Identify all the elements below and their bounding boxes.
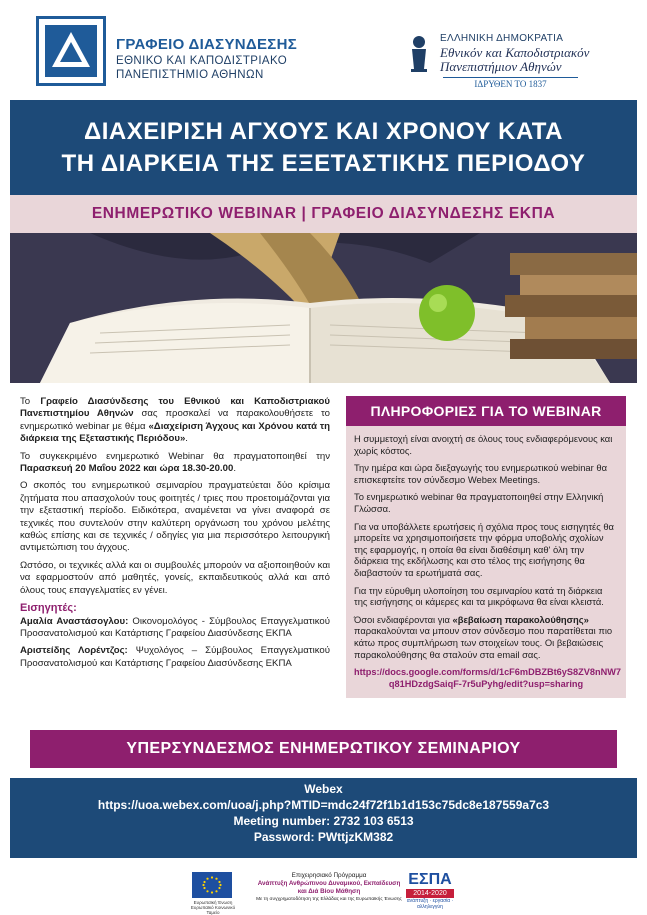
office-subtitle-line2: ΠΑΝΕΠΙΣΤΗΜΙΟ ΑΘΗΝΩΝ	[116, 69, 264, 81]
info-paragraph-1: Η συμμετοχή είναι ανοιχτή σε όλους τους ενδιαφερόμενους και χωρίς κόστος.	[354, 433, 613, 456]
programme-heading: Επιχειρησιακό Πρόγραμμα	[291, 872, 367, 879]
intro-organizer: Γραφείο Διασύνδεσης του Εθνικού και Καποδιστριακού Πανεπιστημίου Αθηνών	[20, 396, 330, 420]
uoa-name-line1: Εθνικόν και Καποδιστριακόν	[440, 45, 590, 60]
programme-title: Ανάπτυξη Ανθρώπινου Δυναμικού, Εκπαίδευση και Διά Βίου Μάθηση	[257, 880, 401, 895]
info-panel	[346, 396, 626, 698]
espa-logo	[400, 871, 460, 910]
intro-text-3: .	[185, 433, 188, 445]
speaker-1	[20, 616, 330, 641]
info-paragraph-6	[354, 614, 618, 660]
speaker-1-role: Οικονομολόγος - Σύμβουλος Επαγγελματικού Προσανατολισμού και Κατάρτισης Γραφείου Διασύνδεσης ΕΚΠΑ	[20, 615, 330, 639]
eu-caption: Ευρωπαϊκή Ένωση Ευρωπαϊκό Κοινωνικό Ταμείο	[190, 900, 236, 915]
intro-text-1: Το	[20, 396, 41, 407]
espa-years: 2014-2020	[406, 889, 454, 898]
info-heading: ΠΛΗΡΟΦΟΡΙΕΣ ΓΙΑ ΤΟ WEBINAR	[346, 396, 626, 426]
uoa-name	[440, 46, 589, 74]
programme-note: Με τη συγχρηματοδότηση της Ελλάδας και της Ευρωπαϊκής Ένωσης	[256, 897, 402, 902]
meeting-number: Meeting number: 2732 103 6513	[233, 814, 414, 828]
info-body	[346, 426, 626, 698]
certificate-form-link[interactable]	[354, 666, 621, 690]
main-title-line1: ΔΙΑΧΕΙΡΙΣΗ ΑΓΧΟΥΣ ΚΑΙ ΧΡΟΝΟΥ ΚΑΤΑ	[83, 117, 564, 145]
operational-programme	[254, 872, 404, 904]
description-column	[20, 396, 330, 675]
info-paragraph-5: Για την εύρυθμη υλοποίηση του σεμιναρίου κατά τη διάρκεια της εισήγησης οι κάμερες και τα μικρόφωνα θα είναι κλειστά.	[354, 584, 604, 608]
eu-flag-icon	[192, 872, 232, 898]
speakers-heading: Εισηγητές:	[20, 602, 77, 615]
uoa-name-line2: Πανεπιστήμιον Αθηνών	[440, 59, 562, 74]
student-studying-photo	[10, 233, 637, 383]
date-text-end: .	[233, 463, 236, 475]
liaison-office-logo	[36, 16, 106, 86]
date-text: Το συγκεκριμένο ενημερωτικό Webinar θα πραγματοποιηθεί την	[20, 450, 330, 462]
speaker-2-name: Αριστείδης Λορέντζος:	[20, 645, 128, 657]
hyperlink-title: ΥΠΕΡΣΥΝΔΕΣΜΟΣ ΕΝΗΜΕΡΩΤΙΚΟΥ ΣΕΜΙΝΑΡΙΟΥ	[126, 740, 521, 757]
certificate-text-1: Όσοι ενδιαφέρονται για	[354, 613, 453, 625]
uoa-founded: ΙΔΡΥΘΕΝ ΤΟ 1837	[443, 77, 578, 89]
header	[10, 0, 637, 100]
info-paragraph-2: Την ημέρα και ώρα διεξαγωγής του ενημερωτικού webinar θα επισκεφτείτε τον σύνδεσμο Webex Meetings.	[354, 462, 608, 485]
main-title-line2: ΤΗ ΔΙΑΡΚΕΙΑ ΤΗΣ ΕΞΕΤΑΣΤΙΚΗΣ ΠΕΡΙΟΔΟΥ	[61, 149, 586, 177]
espa-title: ΕΣΠΑ	[408, 871, 452, 888]
speaker-2-role: Ψυχολόγος – Σύμβουλος Επαγγελματικού Προσανατολισμού και Κατάρτισης Γραφείου Διασύνδεσης ΕΚΠΑ	[20, 645, 330, 669]
funding-footer	[10, 858, 637, 913]
webex-url[interactable]: https://uoa.webex.com/uoa/j.php?MTID=mdc24f72f1b1d153c75dc8e187559a7c3	[97, 798, 550, 812]
webex-band	[10, 778, 637, 858]
subtitle: ΕΝΗΜΕΡΩΤΙΚΟ WEBINAR | ΓΡΑΦΕΙΟ ΔΙΑΣΥΝΔΕΣΗΣ ΕΚΠΑ	[91, 205, 556, 222]
subtitle-band	[10, 195, 637, 233]
speaker-1-name: Αμαλία Αναστάσογλου:	[20, 615, 129, 627]
poster	[10, 0, 637, 913]
office-title: ΓΡΑΦΕΙΟ ΔΙΑΣΥΝΔΕΣΗΣ	[116, 36, 298, 53]
office-subtitle-line1: ΕΘΝΙΚΟ ΚΑΙ ΚΑΠΟΔΙΣΤΡΙΑΚΟ	[116, 55, 288, 67]
certificate-text-2: παρακαλούνται να μπουν στον σύνδεσμο που παρατίθεται πιο κάτω προς συμπλήρωση των στοιχείων τους. Οι βεβαιώσεις παρακολούθησης θα σταλούν στα email σας.	[354, 625, 613, 660]
intro-topic: «Διαχείριση Άγχους και Χρόνου κατά τη διάρκεια της Εξεταστικής Περιόδου»	[20, 420, 330, 445]
speaker-2	[20, 645, 330, 670]
espa-motto: ανάπτυξη · εργασία · αλληλεγγύη	[406, 898, 454, 910]
intro-paragraph	[20, 396, 330, 446]
info-paragraph-4: Για να υποβάλλετε ερωτήσεις ή σχόλια προς τους εισηγητές θα μπορείτε να χρησιμοποιήσετε την φόρμα υποβολής σχολίων της εφαρμογής, η οποία θα είναι διαθέσιμη καθ' όλη την διάρκεια της εκδήλωσης και στο τέλος της εισήγησης θα διαβαστούν τα ερωτήματά σας.	[354, 520, 614, 578]
office-subtitle	[116, 54, 287, 82]
certificate-link-line2[interactable]: q81HDzdgSaiqF-7r5uPyhg/edit?usp=sharing	[388, 679, 584, 690]
webex-label: Webex	[304, 782, 343, 796]
purpose-paragraph: Ο σκοπός του ενημερωτικού σεμιναρίου πραγματεύεται δύο κρίσιμα ζητήματα που απασχολούν τους φοιτητές / τριες που προετοιμάζονται για την εξεταστική περίοδο. Ειδικότερα, αναμένεται να γίνει αναφορά σε τεχνικές που συντελούν στην καλύτερη οργάνωση του χρόνου μελέτης καθώς επίσης και σε τεχνικές / οδηγίες για μια περισσότερο λειτουργική αντιμετώπιση του άγχους.	[20, 480, 330, 554]
info-paragraph-3: Το ενημερωτικό webinar θα πραγματοποιηθεί στην Ελληνική Γλώσσα.	[354, 491, 604, 514]
certificate-link-line1[interactable]: https://docs.google.com/forms/d/1cF6mDBZBt6yS8ZV8nNW7	[354, 667, 621, 678]
meeting-password: Password: PWttjzKM382	[253, 830, 394, 844]
intro-text-2: σας προσκαλεί να παρακολουθήσετε το ενημερωτικό webinar με θέμα	[20, 408, 330, 432]
date-paragraph	[20, 451, 330, 476]
uoa-header-text: ΕΛΛΗΝΙΚΗ ΔΗΜΟΚΡΑΤΙΑ	[440, 33, 564, 44]
certificate-highlight: «βεβαίωση παρακολούθησης»	[452, 613, 589, 625]
event-date: Παρασκευή 20 Μαΐου 2022 και ώρα 18.30-20.00	[20, 463, 234, 475]
title-band	[10, 100, 637, 195]
audience-paragraph: Ωστόσο, οι τεχνικές αλλά και οι συμβουλές μπορούν να αξιοποιηθούν και να εφαρμοστούν από μαθητές, γονείς, εκπαιδευτικούς αλλά και από όλους τους επαγγελματίες εν γένει.	[20, 559, 330, 596]
university-emblem-icon	[408, 33, 430, 73]
hyperlink-band	[30, 730, 617, 768]
